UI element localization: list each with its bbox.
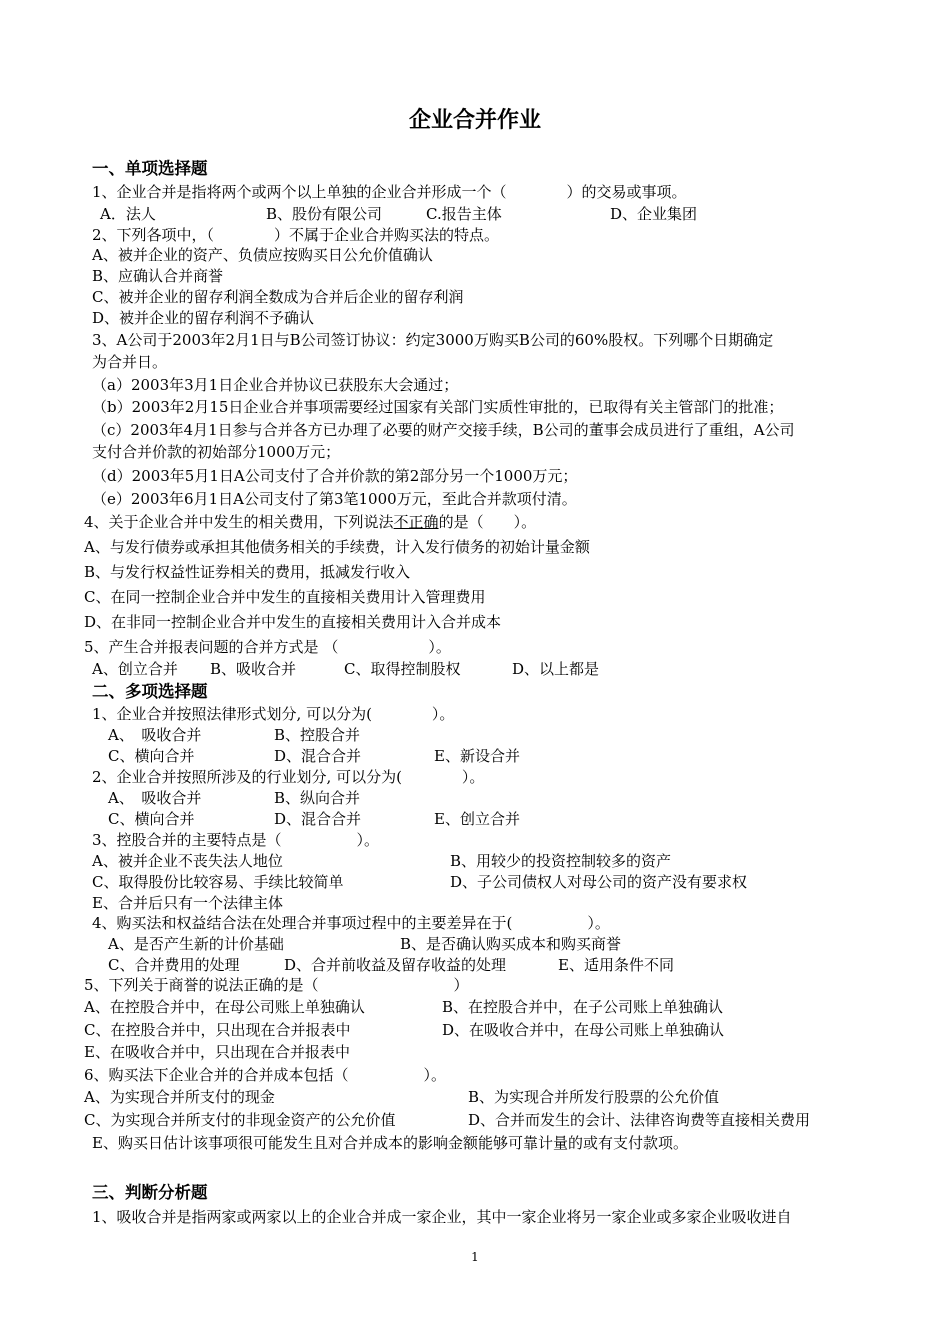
option: C、被并企业的留存利润全数成为合并后企业的留存利润 [92,288,464,306]
document-title: 企业合并作业 [408,108,541,133]
option: C、在控股合并中，只出现在合并报表中 [84,1021,351,1039]
option: C、取得控制股权 [344,660,461,678]
option: D、以上都是 [512,660,600,678]
option: D、在非同一控制企业合并中发生的直接相关费用计入合并成本 [84,613,502,631]
option: A、与发行债券或承担其他债务相关的手续费，计入发行债务的初始计量金额 [84,538,590,556]
option: A、创立合并 [92,660,178,678]
option: A、为实现合并所支付的现金 [84,1088,275,1106]
option: C、横向合并 [108,810,195,828]
stem-text: 4、关于企业合并中发生的相关费用，下列说法 [84,513,394,531]
question-stem: 6、购买法下企业合并的合并成本包括（ ）。 [84,1066,447,1084]
option: （a）2003年3月1日企业合并协议已获股东大会通过； [92,376,459,394]
option: E、购买日估计该事项很可能发生且对合并成本的影响金额能够可靠计量的或有支付款项。 [92,1134,688,1152]
question-stem: 5、下列关于商誉的说法正确的是（ ） [84,976,469,994]
option: D、合并前收益及留存收益的处理 [284,956,507,974]
option: C、取得股份比较容易、手续比较简单 [92,873,344,891]
option: B、控股合并 [274,726,361,744]
question-stem: 3、控股合并的主要特点是（ ）。 [92,831,380,849]
option: B、纵向合并 [274,789,361,807]
option: C、横向合并 [108,747,195,765]
question-stem: 3、A公司于2003年2月1日与B公司签订协议：约定3000万购买B公司的60%股权。下列哪个日期确定 [92,331,774,349]
option: A、是否产生新的计价基础 [108,935,284,953]
option: （c）2003年4月1日参与合并各方已办理了必要的财产交接手续，B公司的董事会成员进行了重组，A公司 [92,421,795,439]
option: D、混合合并 [274,747,362,765]
section-heading: 一、单项选择题 [92,159,208,178]
option: C、在同一控制企业合并中发生的直接相关费用计入管理费用 [84,588,486,606]
page-number: 1 [471,1250,479,1264]
option-continued: 支付合并价款的初始部分1000万元； [92,443,341,461]
question-stem [84,512,536,532]
option: （b）2003年2月15日企业合并事项需要经过国家有关部门实质性审批的，已取得有关主管部门的批准； [92,398,784,416]
option: A、被并企业的资产、负债应按购买日公允价值确认 [92,246,433,264]
option: D、子公司债权人对母公司的资产没有要求权 [450,873,748,891]
option: B、应确认合并商誉 [92,267,224,285]
option: B、是否确认购买成本和购买商誉 [400,935,622,953]
option: A、被并企业不丧失法人地位 [92,852,283,870]
option: D、混合合并 [274,810,362,828]
section-heading: 二、多项选择题 [92,682,208,701]
option: E、创立合并 [434,810,520,828]
question-stem: 1、企业合并是指将两个或两个以上单独的企业合并形成一个（ ）的交易或事项。 [92,183,687,201]
option: A、 吸收合并 [108,789,202,807]
question-stem: 4、购买法和权益结合法在处理合并事项过程中的主要差异在于( ）。 [92,914,610,932]
option: D、在吸收合并中，在母公司账上单独确认 [442,1021,725,1039]
option: B、在控股合并中，在子公司账上单独确认 [442,998,724,1016]
option: E、合并后只有一个法律主体 [92,894,283,912]
option: B、用较少的投资控制较多的资产 [450,852,672,870]
option: B、股份有限公司 [266,205,383,223]
stem-text: 的是（ ）。 [438,513,537,531]
question-stem: 2、企业合并按照所涉及的行业划分, 可以分为( ）。 [92,768,485,786]
option: B、为实现合并所发行股票的公允价值 [468,1088,720,1106]
underlined-emphasis: 不正确 [393,513,439,531]
option: C、为实现合并所支付的非现金资产的公允价值 [84,1111,396,1129]
option: E、在吸收合并中，只出现在合并报表中 [84,1043,350,1061]
option: E、适用条件不同 [558,956,674,974]
option: A、 吸收合并 [108,726,202,744]
option: A、在控股合并中，在母公司账上单独确认 [84,998,365,1016]
question-stem: 2、下列各项中，（ ）不属于企业合并购买法的特点。 [92,226,500,244]
option: D、企业集团 [610,205,698,223]
option: （d）2003年5月1日A公司支付了合并价款的第2部分另一个1000万元； [92,467,578,485]
option: B、与发行权益性证券相关的费用，抵减发行收入 [84,563,411,581]
option: D、合并而发生的会计、法律咨询费等直接相关费用 [468,1111,811,1129]
option: C.报告主体 [426,205,502,223]
option: B、吸收合并 [210,660,297,678]
question-stem: 5、产生合并报表问题的合并方式是 （ ）。 [84,638,451,656]
option: （e）2003年6月1日A公司支付了第3笔1000万元，至此合并款项付清。 [92,490,577,508]
section-heading: 三、判断分析题 [92,1183,208,1202]
option: C、合并费用的处理 [108,956,240,974]
option: A．法人 [100,205,156,223]
option: E、新设合并 [434,747,520,765]
question-stem: 1、吸收合并是指两家或两家以上的企业合并成一家企业，其中一家企业将另一家企业或多家企业吸收进自 [92,1208,792,1226]
question-stem-continued: 为合并日。 [92,353,168,371]
question-stem: 1、企业合并按照法律形式划分, 可以分为( ）。 [92,705,455,723]
option: D、被并企业的留存利润不予确认 [92,309,315,327]
